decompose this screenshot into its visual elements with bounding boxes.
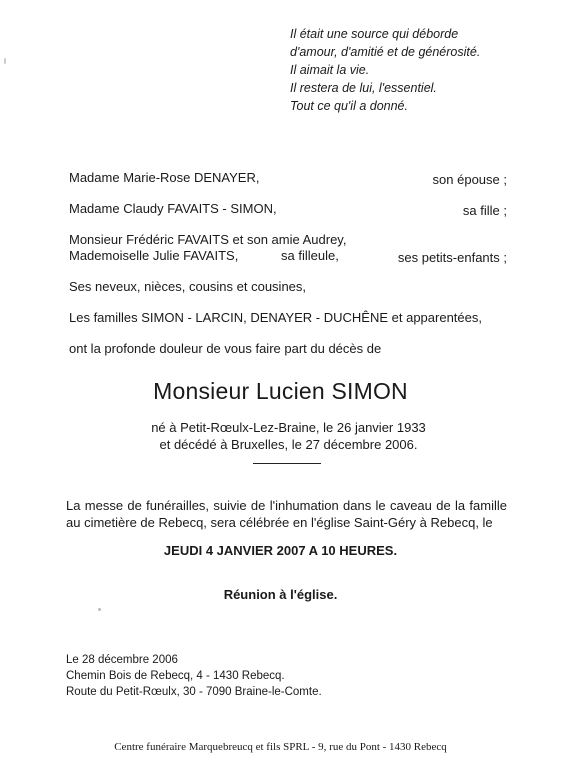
poem-line: Tout ce qu'il a donné. bbox=[290, 99, 408, 113]
grandchildren-line-2: Mademoiselle Julie FAVAITS, bbox=[69, 248, 239, 263]
poem-line: Il restera de lui, l'essentiel. bbox=[290, 81, 437, 95]
ceremony-date: JEUDI 4 JANVIER 2007 A 10 HEURES. bbox=[163, 543, 398, 558]
birth-line: né à Petit-Rœulx-Lez-Braine, le 26 janvier 1933 bbox=[151, 420, 426, 435]
funeral-home-line: Centre funéraire Marquebreucq et fils SPRL - 9, rue du Pont - 1430 Rebecq bbox=[114, 741, 447, 753]
speck bbox=[98, 608, 101, 611]
daughter-name: Madame Claudy FAVAITS - SIMON, bbox=[69, 201, 277, 216]
goddaughter-note: sa filleule, bbox=[281, 248, 339, 263]
poem-line: Il était une source qui déborde bbox=[290, 27, 459, 41]
spouse-role: son épouse ; bbox=[432, 172, 507, 187]
footer-address-1: Chemin Bois de Rebecq, 4 - 1430 Rebecq. bbox=[66, 670, 285, 682]
announcement-line: ont la profonde douleur de vous faire part du décès de bbox=[69, 341, 382, 356]
divider bbox=[253, 463, 321, 464]
poem bbox=[290, 25, 480, 115]
poem-line: Il aimait la vie. bbox=[290, 63, 370, 77]
families-line: Les familles SIMON - LARCIN, DENAYER - DUCHÊNE et apparentées, bbox=[69, 310, 482, 325]
gathering-note: Réunion à l'église. bbox=[223, 587, 338, 602]
deceased-name: Monsieur Lucien SIMON bbox=[153, 378, 408, 404]
daughter-role: sa fille ; bbox=[462, 203, 507, 218]
death-line: et décédé à Bruxelles, le 27 décembre 2006. bbox=[159, 437, 418, 452]
spouse-name: Madame Marie-Rose DENAYER, bbox=[69, 170, 260, 185]
poem-line: d'amour, d'amitié et de générosité. bbox=[290, 45, 481, 59]
nephews-line: Ses neveux, nièces, cousins et cousines, bbox=[69, 279, 307, 294]
footer-date: Le 28 décembre 2006 bbox=[66, 654, 178, 666]
grandchildren-role: ses petits-enfants ; bbox=[397, 250, 507, 265]
grandchildren-line-1: Monsieur Frédéric FAVAITS et son amie Audrey, bbox=[69, 232, 347, 247]
speck bbox=[4, 58, 6, 64]
footer-address-2: Route du Petit-Rœulx, 30 - 7090 Braine-le-Comte. bbox=[66, 686, 322, 698]
ceremony-text: La messe de funérailles, suivie de l'inhumation dans le caveau de la famille au cimetière de Rebecq, sera célébrée en l'église Saint-Géry à Rebecq, le bbox=[66, 498, 507, 530]
